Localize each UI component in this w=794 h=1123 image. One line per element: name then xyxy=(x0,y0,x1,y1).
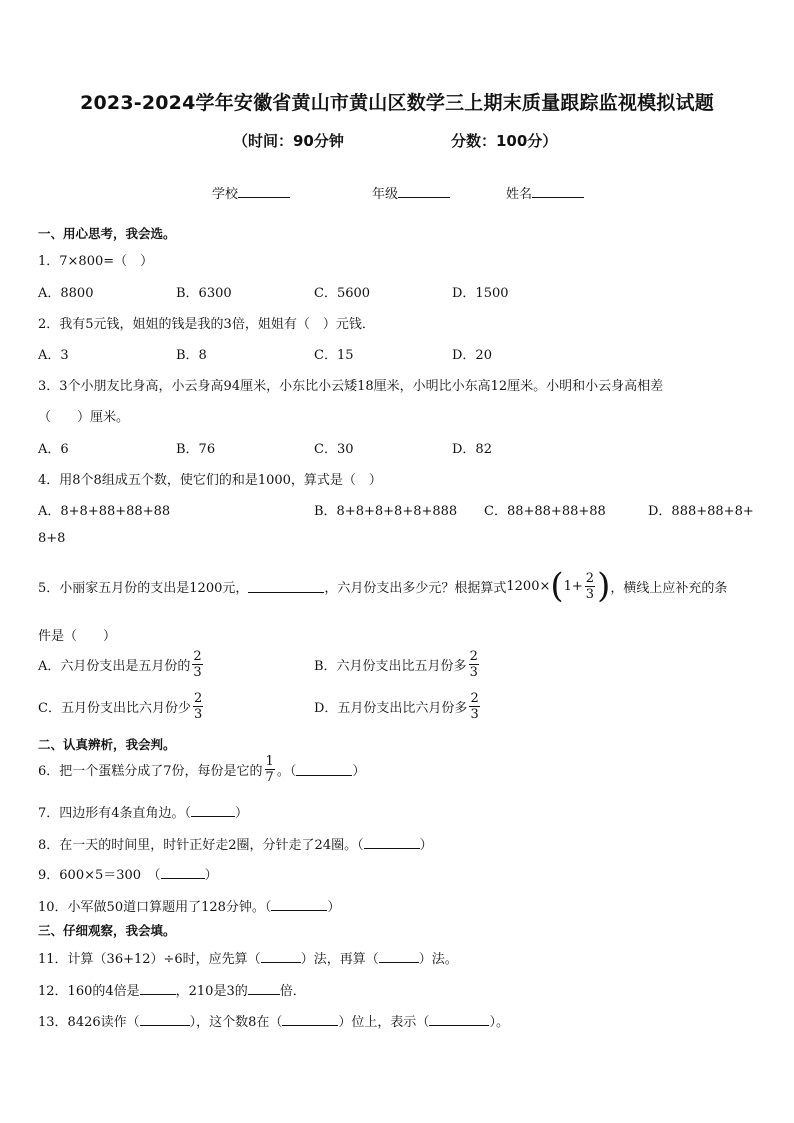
q5-text-pre: 5．小丽家五月份的支出是1200元， xyxy=(38,580,249,596)
q8-answer-blank[interactable] xyxy=(364,836,420,849)
q5-option-b-label: B．六月份支出比五月份多 xyxy=(314,659,467,674)
q8-text: 8．在一天的时间里，时针正好走2圈，分针走了24圈。（ ） xyxy=(38,838,433,853)
q5-expression-a: 1200× xyxy=(506,578,551,594)
q1-option-c[interactable]: C．5600 xyxy=(314,286,371,301)
q13-answer-blank-2[interactable] xyxy=(282,1013,338,1026)
q7-text: 7．四边形有4条直角边。（ ） xyxy=(38,806,249,821)
q1-option-b[interactable]: B．6300 xyxy=(176,286,232,301)
q2-text: 2．我有5元钱，姐姐的钱是我的3倍，姐姐有（ ）元钱． xyxy=(38,317,375,332)
q2-option-d[interactable]: D．20 xyxy=(452,348,492,363)
q13-answer-blank-3[interactable] xyxy=(429,1013,489,1026)
name-blank[interactable] xyxy=(532,185,584,198)
section-1-heading: 一、用心思考，我会选。 xyxy=(38,226,176,241)
time-label: （时间：90分钟 xyxy=(233,132,344,150)
section-2-heading: 二、认真辨析，我会判。 xyxy=(38,737,176,752)
q1-option-d[interactable]: D．1500 xyxy=(452,286,509,301)
exam-title: 2023-2024学年安徽省黄山市黄山区数学三上期末质量跟踪监视模拟试题 xyxy=(80,92,714,114)
q5-option-d[interactable] xyxy=(314,692,482,721)
grade-field xyxy=(372,183,450,202)
q3-option-d[interactable]: D．82 xyxy=(452,442,492,457)
grade-blank[interactable] xyxy=(398,185,450,198)
q5-text-post: ，横线上应补充的条 xyxy=(610,580,728,596)
q11-answer-blank-2[interactable] xyxy=(379,950,419,963)
q4-option-d[interactable]: D．888+88+8+ xyxy=(648,504,754,519)
q6-text-post: 。（ xyxy=(276,764,297,779)
section-3-heading: 三、仔细观察，我会填。 xyxy=(38,923,176,938)
q5-text xyxy=(38,566,727,606)
q5-right-paren: ) xyxy=(597,566,611,606)
q5-option-a-label: A．六月份支出是五月份的 xyxy=(38,659,191,674)
q5-option-d-fraction: $\frac{2}{3}$ xyxy=(470,691,479,722)
q6-text-end: ） xyxy=(352,764,366,779)
q9-answer-blank[interactable] xyxy=(161,866,205,879)
q5-expression-b: 1+ xyxy=(563,578,583,594)
q5-left-paren: ( xyxy=(550,566,564,606)
school-label: 学校 xyxy=(212,187,239,202)
q4-text: 4．用8个8组成五个数，使它们的和是1000，算式是（ ） xyxy=(38,473,382,488)
q2-option-a[interactable]: A．3 xyxy=(38,348,69,363)
q5-text-line2: 件是（ ） xyxy=(38,629,117,644)
q13-answer-blank-1[interactable] xyxy=(140,1013,190,1026)
q1-text: 1．7×800=（ ） xyxy=(38,254,154,269)
q3-text-line2: （ ）厘米。 xyxy=(38,410,130,425)
q5-option-a[interactable] xyxy=(38,650,205,679)
q5-text-mid: ，六月份支出多少元？根据算式 xyxy=(324,580,507,596)
q5-option-c[interactable] xyxy=(38,692,205,721)
q5-option-b-fraction: $\frac{2}{3}$ xyxy=(469,649,478,680)
q4-option-a[interactable]: A．8+8+88+88+88 xyxy=(38,504,171,519)
q5-option-d-label: D．五月份支出比六月份多 xyxy=(314,701,468,716)
q3-option-b[interactable]: B．76 xyxy=(176,442,216,457)
q12-text: 12．160的4倍是 ，210是3的 倍． xyxy=(38,984,306,999)
q5-option-a-fraction: $\frac{2}{3}$ xyxy=(193,649,202,680)
name-field xyxy=(506,183,584,202)
grade-label: 年级 xyxy=(372,187,399,202)
q6-text xyxy=(38,755,365,784)
q2-option-b[interactable]: B．8 xyxy=(176,348,207,363)
q10-answer-blank[interactable] xyxy=(271,898,327,911)
q6-text-pre: 6．把一个蛋糕分成了7份，每份是它的 xyxy=(38,764,263,779)
q5-expression-fraction: $\frac{2}{3}$ xyxy=(585,570,595,602)
q13-text: 13．8426读作（ ），这个数8在（ ）位上，表示（ ）。 xyxy=(38,1015,509,1030)
school-field xyxy=(212,183,290,202)
q3-text-line1: 3．3个小朋友比身高，小云身高94厘米，小东比小云矮18厘米，小明比小东高12厘米。小明和小云身高相差 xyxy=(38,379,664,394)
name-label: 姓名 xyxy=(506,187,533,202)
q4-option-b[interactable]: B．8+8+8+8+8+888 xyxy=(314,504,458,519)
q10-text: 10．小军做50道口算题用了128分钟。（ ） xyxy=(38,900,341,915)
q5-option-c-label: C．五月份支出比六月份少 xyxy=(38,701,191,716)
q5-answer-blank[interactable] xyxy=(248,580,324,593)
q7-answer-blank[interactable] xyxy=(191,804,235,817)
q5-option-c-fraction: $\frac{2}{3}$ xyxy=(193,691,203,722)
q11-text: 11．计算（36+12）÷6时，应先算（ ）法，再算（ ）法。 xyxy=(38,952,458,967)
q3-option-c[interactable]: C．30 xyxy=(314,442,354,457)
q3-option-a[interactable]: A．6 xyxy=(38,442,69,457)
q4-option-d-cont: 8+8 xyxy=(38,531,66,546)
school-blank[interactable] xyxy=(238,185,290,198)
q12-answer-blank-1[interactable] xyxy=(140,982,176,995)
q11-answer-blank-1[interactable] xyxy=(261,950,301,963)
q1-option-a[interactable]: A．8800 xyxy=(38,286,94,301)
q6-answer-blank[interactable] xyxy=(296,763,352,776)
q2-option-c[interactable]: C．15 xyxy=(314,348,354,363)
q12-answer-blank-2[interactable] xyxy=(248,982,280,995)
q6-fraction: $\frac{1}{7}$ xyxy=(265,754,274,785)
q9-text: 9．600×5＝300 （ ） xyxy=(38,868,218,883)
q5-option-b[interactable] xyxy=(314,650,481,679)
score-label: 分数：100分） xyxy=(451,132,558,150)
q4-option-c[interactable]: C．88+88+88+88 xyxy=(484,504,606,519)
